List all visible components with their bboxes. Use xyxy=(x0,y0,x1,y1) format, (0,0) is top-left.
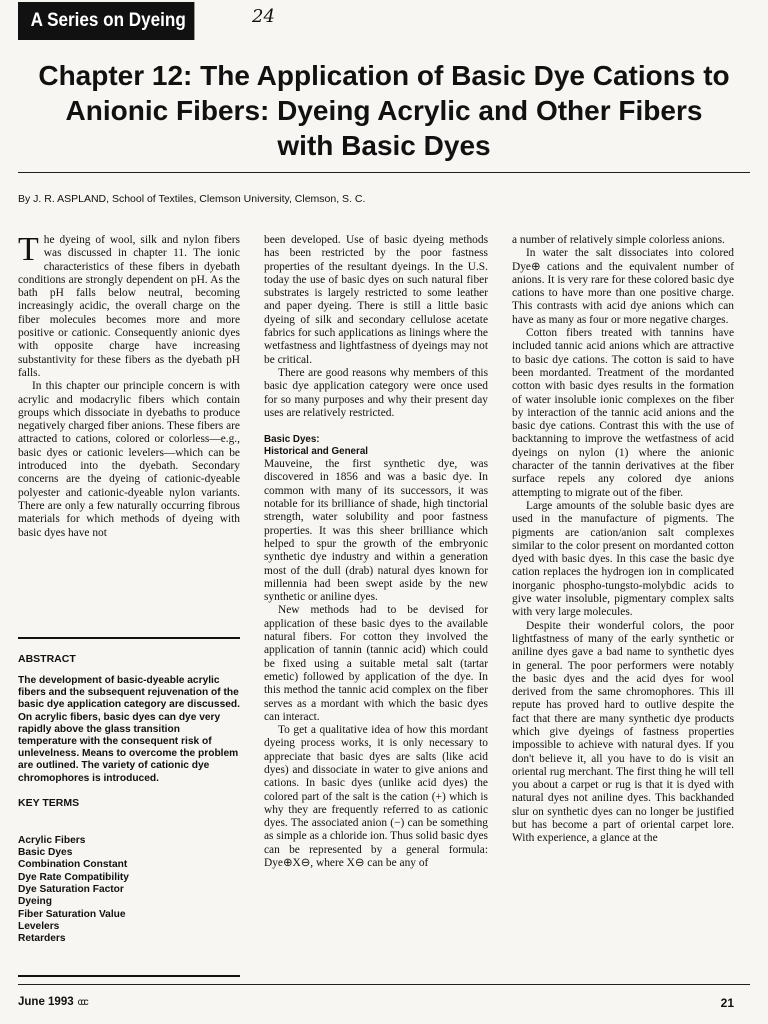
journal-logo: ccc xyxy=(77,997,87,1008)
page-number: 21 xyxy=(720,996,734,1010)
handwritten-page-number: 24 xyxy=(252,6,275,27)
paragraph-text: he dyeing of wool, silk and nylon fibers was discussed in chapter 11. The ionic characteristics of these fibers in dyebath conditions are strongly dependent on pH. As the bath pH falls below neutral, becoming increasingly acidic, the overall charge on the fiber molecules becomes more and more positive or cationic. Consequently anionic dyes with opposite charge have increasing substantivity for these fibers as the dyebath pH falls. xyxy=(18,234,240,379)
key-term: Dyeing xyxy=(18,896,52,908)
section-heading-line: Basic Dyes: xyxy=(264,434,320,446)
body-paragraph: a number of relatively simple colorless anions. xyxy=(512,234,725,246)
abstract-bottom-rule xyxy=(18,975,240,977)
title-divider xyxy=(18,172,750,173)
body-paragraph: There are good reasons why members of this basic dye application category were once used for so many purposes and why their present day uses are relatively restricted. xyxy=(264,366,488,419)
abstract-text: The development of basic-dyeable acrylic fibers and the subsequent rejuvenation of the basic dye application category are discussed. On acrylic fibers, basic dyes can dye very rapidly above the glass transition temperature with the consequent risk of unlevelness. Means to overcome the problem are outlined. The variety of cationic dye chromophores is introduced. xyxy=(18,675,240,784)
key-term: Levelers xyxy=(18,920,60,932)
column-2 xyxy=(264,234,488,870)
series-label: A Series on Dyeing xyxy=(18,2,194,40)
body-paragraph: Despite their wonderful colors, the poor lightfastness of many of the early synthetic or aniline dyes gave a bad name to synthetic dyes in general. The poor performers were notably the basic dyes and the acid dyes for wool derived from the same chromophores. This ill repute has proved hard to outlive despite the fact that there are many synthetic dye products which give dyeings of fastness properties impossible to achieve with natural dyes. If you don't believe it, all you have to do is visit an oriental rug merchant. The first thing he will tell you about a carpet or rug is that it is dyed with natural dyes not aniline dyes. This backhanded slur on synthetic dyes can no longer be justified but has become a part of oriental carpet lore. With experience, a glance at the xyxy=(512,619,734,845)
key-term: Dye Rate Compatibility xyxy=(18,871,129,883)
key-terms-heading: KEY TERMS xyxy=(18,796,80,809)
title-line: with Basic Dyes xyxy=(277,130,491,161)
chapter-title xyxy=(30,58,738,163)
title-line: Anionic Fibers: Dyeing Acrylic and Other Fibers xyxy=(65,95,703,126)
body-paragraph: been developed. Use of basic dyeing methods has been restricted by the poor fastness properties of the resultant dyeings. In the U.S. today the use of basic dyes on such natural fiber substrates is largely restricted to some leather and paper dyeing. There is still a little basic dyeing of silk and secondary cellulose acetate fabrics for such applications as linings where the wetfastness and lightfastness of dyeings may not be critical. xyxy=(264,234,488,366)
section-heading-line: Historical and General xyxy=(264,446,368,458)
body-paragraph: Mauveine, the first synthetic dye, was discovered in 1856 and was a basic dye. In common with many of its successors, it was notable for its brilliance of shade, high tinctorial strength, water solubility and poor fastness properties. It was this sheer brilliance which helped to spur the growth of the embryonic synthetic dye industry and within a generation most of the dull (drab) natural dyes known for millennia had been swept aside by the new synthetic or aniline dyes. xyxy=(264,458,488,604)
column-1 xyxy=(18,231,240,540)
footer-issue xyxy=(18,996,87,1008)
body-paragraph: To get a qualitative idea of how this mordant dyeing process works, it is only necessary to appreciate that basic dyes are salts (like acid dyes) and dissociate in water to give anions and cations. In basic dyes (unlike acid dyes) the colored part of the salt is the cation (+) which is why they are frequently referred to as cationic dyes. The associated anion (−) can be something as simple as a chloride ion. Thus solid basic dyes can be represented by a general formula: Dye⊕X⊖, where X⊖ can be any of xyxy=(264,724,488,870)
byline: By J. R. ASPLAND, School of Textiles, Clemson University, Clemson, S. C. xyxy=(18,193,366,205)
key-term: Acrylic Fibers xyxy=(18,834,86,846)
key-term: Fiber Saturation Value xyxy=(18,908,126,920)
body-paragraph: In this chapter our principle concern is with acrylic and modacrylic fibers which contain groups which dissociate in dyebaths to produce negatively charged fiber anions. These fibers are attracted to cations, colored or colorless—e.g., basic dyes or cationic levelers—which can be introduced into the dyebath. Secondary concerns are the dyeing of cationic-dyeable polyester and cationic-dyeable nylon variants. There are only a few naturally occurring fibrous materials for which methods of dyeing with basic dyes have not xyxy=(18,380,240,539)
column-3 xyxy=(512,234,734,846)
section-heading xyxy=(264,434,488,458)
footer-divider xyxy=(18,984,750,985)
body-paragraph xyxy=(18,231,240,380)
key-term: Retarders xyxy=(18,933,66,945)
abstract-box xyxy=(18,637,240,946)
body-paragraph: New methods had to be devised for application of these basic dyes to the available natural fibers. For cotton they involved the application of tannin (tannic acid) which could be fixed using a suitable metal salt (tartar emetic) followed by application of the dye. In this method the tannic acid complex on the fiber serves as a mordant with which the basic dyes can interact. xyxy=(264,604,488,723)
body-paragraph: Large amounts of the soluble basic dyes are used in the manufacture of pigments. The pigments are cation/anion salt complexes similar to the color present on mordanted cotton dyed with basic dyes. In this case the basic dye cation replaces the hydrogen ion in complicated inorganic phospho-tungsto-molybdic acids to give water insoluble, pigmentary complex salts with very large molecules. xyxy=(512,499,734,619)
body-paragraph: In water the salt dissociates into colored Dye⊕ cations and the equivalent number of anions. It is very rare for these colored basic dye cations to have more than one positive charge. This contrasts with acid dye anions which can have as many as four or more negative charges. xyxy=(512,247,734,326)
key-term: Basic Dyes xyxy=(18,847,73,859)
issue-date: June 1993 xyxy=(18,996,74,1008)
abstract-heading: ABSTRACT xyxy=(18,653,76,665)
body-paragraph: Cotton fibers treated with tannins have included tannic acid anions which are attractive to basic dye cations. The cotton is said to have been mordanted. Treatment of the mordanted cotton with basic dyes results in the formation of water insoluble ionic complexes on the fiber by interaction of the tannic acid anions and the basic dye cations. Contrast this with the use of backtanning to improve the wetfastness of acid dyeings on nylon (1) where the anionic character of the tannin derivatives at the fiber surface repels any colored dye anions attempting to migrate out of the fiber. xyxy=(512,327,734,499)
title-line: Chapter 12: The Application of Basic Dye Cations to xyxy=(38,60,730,91)
key-term: Combination Constant xyxy=(18,859,128,871)
key-term: Dye Saturation Factor xyxy=(18,884,124,896)
drop-cap: T xyxy=(18,231,39,268)
